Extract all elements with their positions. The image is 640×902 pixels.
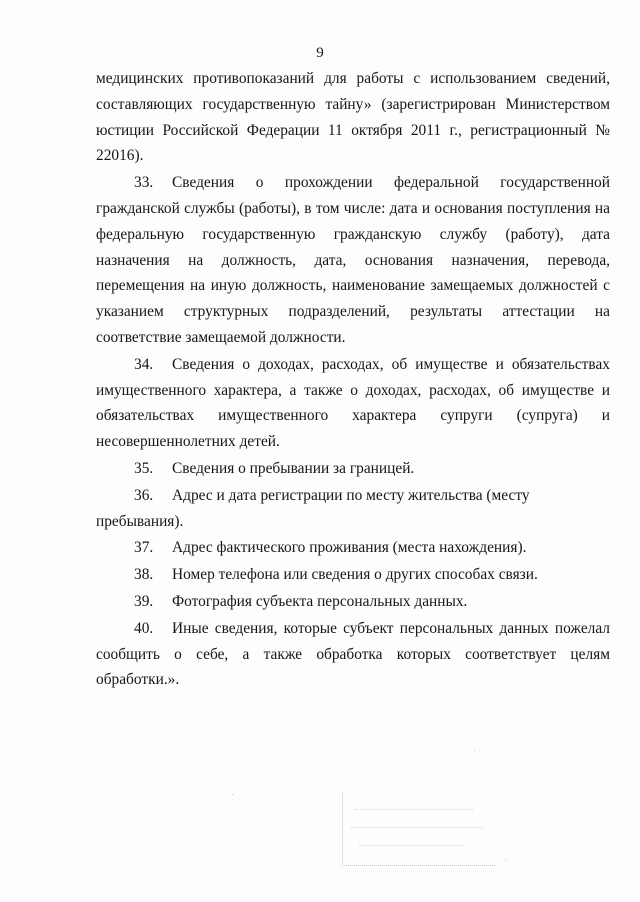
list-item-39: [96, 589, 610, 615]
item-number-33: 33.: [134, 174, 154, 192]
list-item-35: [96, 456, 610, 482]
item-number-34: 34.: [134, 355, 154, 373]
item-number-38: 38.: [134, 566, 154, 584]
list-item-34: [96, 352, 610, 455]
scan-dot-2: [474, 750, 475, 751]
item-number-35: 35.: [134, 459, 154, 477]
list-item-33: [96, 170, 610, 351]
page-number: 9: [316, 45, 324, 61]
item-text-36: Адрес и дата регистрации по месту жительства (месту пребывания).: [96, 486, 530, 530]
stamp-line-1: [355, 809, 473, 810]
faint-scan-stamp: [342, 793, 495, 866]
list-item-40: [96, 616, 610, 693]
stamp-line-3: [359, 845, 463, 846]
item-number-39: 39.: [134, 592, 154, 610]
item-text-39: Фотография субъекта персональных данных.: [172, 592, 468, 610]
list-item-37: [96, 535, 610, 561]
item-text-40: Иные сведения, которые субъект персональных данных пожелал сообщить о себе, а также обработка которых соответствует целям обработки.».: [96, 619, 610, 689]
item-number-36: 36.: [134, 486, 154, 504]
item-text-33: Сведения о прохождении федеральной государственной гражданской службы (работы), в том числе: дата и основания поступления на федеральную государственную гражданскую службу (работу), дата назначения на должность, дата, основания назначения, перевода, перемещения на иную должность, наименование замещаемых должностей с указанием структурных подразделений, результаты аттестации на соответствие замещаемой должности.: [96, 174, 610, 346]
item-number-37: 37.: [134, 539, 154, 557]
item-text-35: Сведения о пребывании за границей.: [172, 459, 415, 477]
stamp-line-2: [351, 827, 483, 828]
intro-paragraph: медицинских противопоказаний для работы с использованием сведений, составляющих государственную тайну» (зарегистрирован Министерством юстиции Российской Федерации 11 октября 2011 г., регистрационный № 22016).: [96, 70, 610, 165]
list-item-36: [96, 483, 610, 535]
item-text-38: Номер телефона или сведения о других способах связи.: [172, 566, 538, 584]
scan-dot-3: [505, 860, 506, 861]
item-text-37: Адрес фактического проживания (места нахождения).: [172, 539, 527, 557]
list-item-38: [96, 562, 610, 588]
document-body: [96, 66, 610, 693]
item-text-34: Сведения о доходах, расходах, об имуществе и обязательствах имущественного характера, а также о доходах, расходах, об имуществе и обязательствах имущественного характера супруги (супруга) и несовершеннолетних детей.: [96, 355, 610, 451]
item-number-40: 40.: [134, 619, 154, 637]
scan-dot-1: [232, 794, 233, 795]
